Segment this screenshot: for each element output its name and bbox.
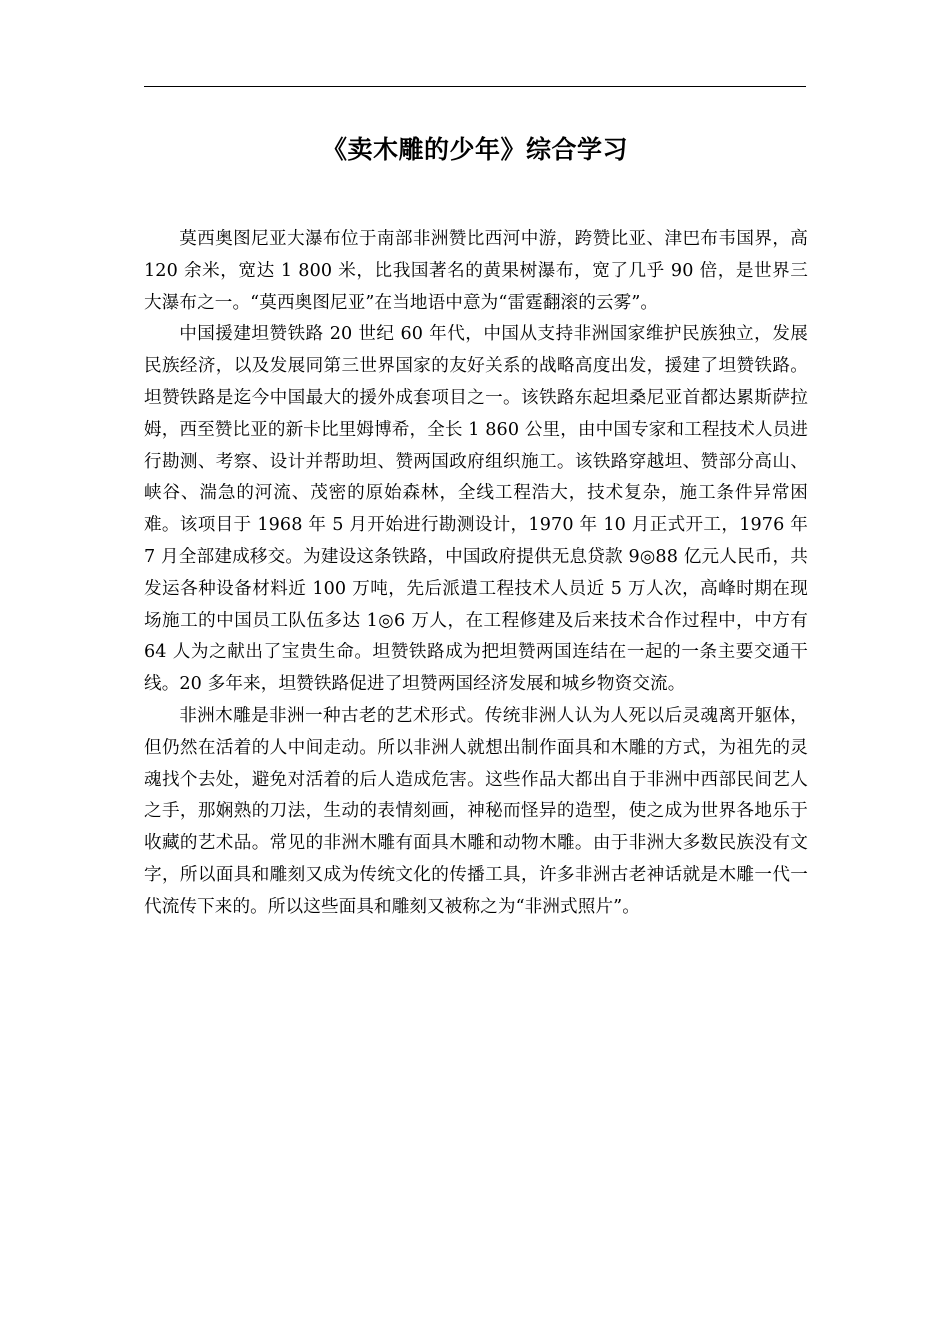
header-rule: [144, 86, 806, 87]
paragraph-tazara-railway: 中国援建坦赞铁路 20 世纪 60 年代，中国从支持非洲国家维护民族独立，发展民族经济，以及发展同第三世界国家的友好关系的战略高度出发，援建了坦赞铁路。坦赞铁路是迄今中国最大的援外成套项目之一。该铁路东起坦桑尼亚首都达累斯萨拉姆，西至赞比亚的新卡比里姆博希，全长 1 860 公里，由中国专家和工程技术人员进行勘测、考察、设计并帮助坦、赞两国政府组织施工。该铁路穿越坦、赞部分高山、峡谷、湍急的河流、茂密的原始森林，全线工程浩大，技术复杂，施工条件异常困难。该项目于 1968 年 5 月开始进行勘测设计，1970 年 10 月正式开工，1976 年 7 月全部建成移交。为建设这条铁路，中国政府提供无息贷款 9◎88 亿元人民币，共发运各种设备材料近 100 万吨，先后派遣工程技术人员近 5 万人次，高峰时期在现场施工的中国员工队伍多达 1◎6 万人，在工程修建及后来技术合作过程中，中方有 64 人为之献出了宝贵生命。坦赞铁路成为把坦赞两国连结在一起的一条主要交通干线。20 多年来，坦赞铁路促进了坦赞两国经济发展和城乡物资交流。: [144, 324, 808, 695]
document-title: 《卖木雕的少年》综合学习: [321, 135, 628, 164]
paragraph-african-woodcarving: 非洲木雕是非洲一种古老的艺术形式。传统非洲人认为人死以后灵魂离开躯体，但仍然在活着的人中间走动。所以非洲人就想出制作面具和木雕的方式，为祖先的灵魂找个去处，避免对活着的后人造成危害。这些作品大都出自于非洲中西部民间艺人之手，那娴熟的刀法，生动的表情刻画，神秘而怪异的造型，使之成为世界各地乐于收藏的艺术品。常见的非洲木雕有面具木雕和动物木雕。由于非洲大多数民族没有文字，所以面具和雕刻又成为传统文化的传播工具，许多非洲古老神话就是木雕一代一代流传下来的。所以这些面具和雕刻又被称之为“非洲式照片”。: [144, 705, 808, 917]
paragraph-waterfall: 莫西奥图尼亚大瀑布位于南部非洲赞比西河中游，跨赞比亚、津巴布韦国界，高 120 余米，宽达 1 800 米，比我国著名的黄果树瀑布，宽了几乎 90 倍，是世界三大瀑布之一。“莫西奥图尼亚”在当地语中意为“雷霆翻滚的云雾”。: [144, 229, 808, 313]
document-body: [144, 224, 808, 924]
